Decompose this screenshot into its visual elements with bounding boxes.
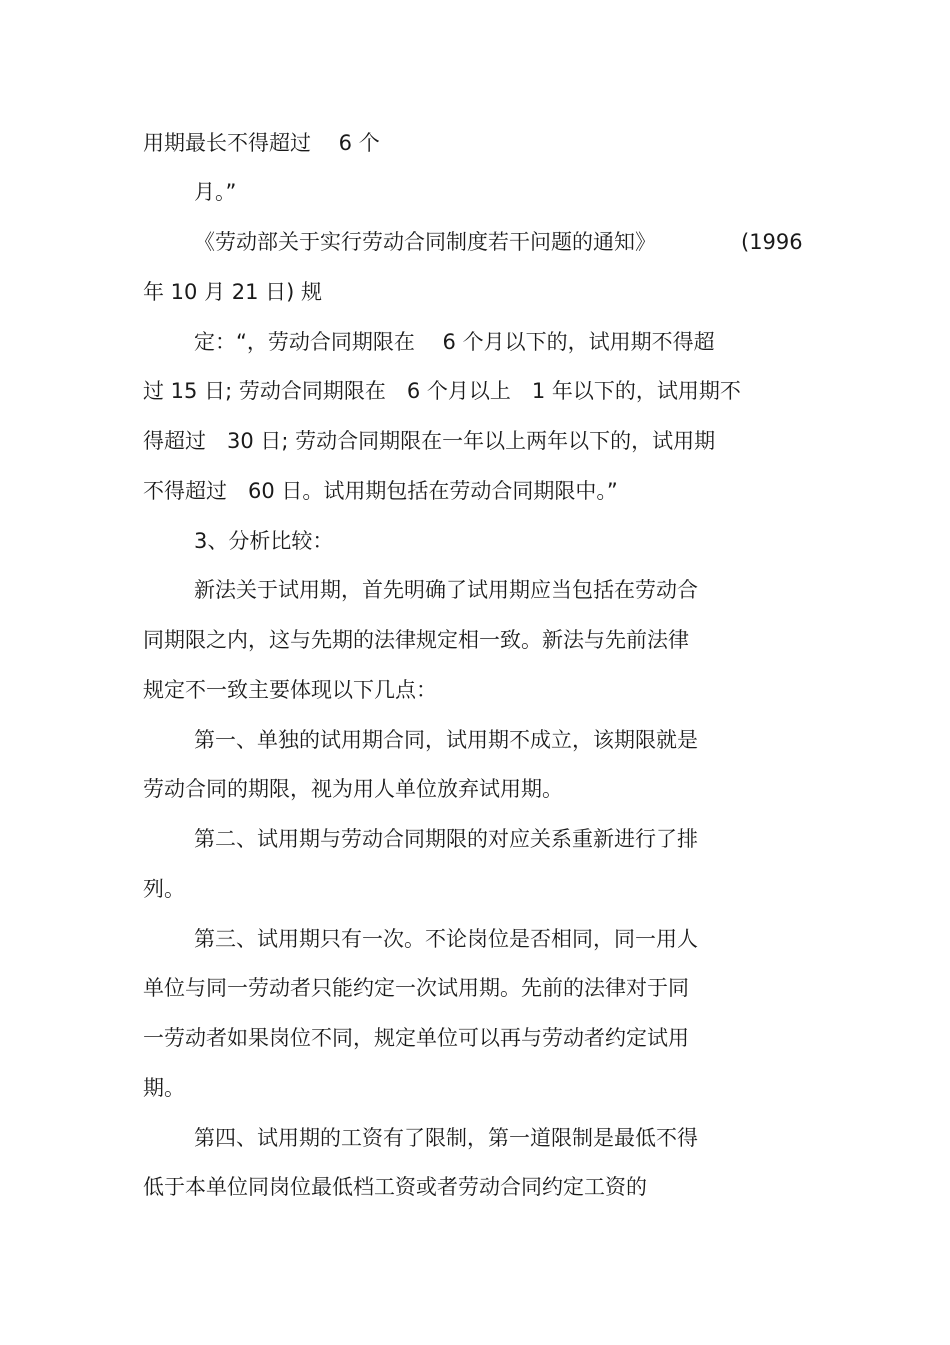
text-line: 《劳动部关于实行劳动合同制度若干问题的通知》 (194, 230, 656, 254)
text-line: 定：“，劳动合同期限在 6 个月以下的，试用期不得超 (194, 330, 715, 354)
text-line: 单位与同一劳动者只能约定一次试用期。先前的法律对于同 (143, 976, 689, 1000)
text-line: 同期限之内，这与先期的法律规定相一致。新法与先前法律 (143, 628, 689, 652)
text-line: 低于本单位同岗位最低档工资或者劳动合同约定工资的 (143, 1175, 647, 1199)
text-line: 用期最长不得超过 6 个 (143, 131, 380, 155)
text-line: 第二、试用期与劳动合同期限的对应关系重新进行了排 (194, 827, 698, 851)
text-line: 第四、试用期的工资有了限制，第一道限制是最低不得 (194, 1126, 698, 1150)
text-line: 规定不一致主要体现以下几点： (143, 678, 437, 702)
text-line: 第一、单独的试用期合同，试用期不成立，该期限就是 (194, 728, 698, 752)
section-heading: 3、分析比较： (194, 529, 334, 553)
text-line: 不得超过 60 日。试用期包括在劳动合同期限中。” (143, 479, 618, 503)
text-line: 年 10 月 21 日) 规 (143, 280, 323, 304)
text-line: 第三、试用期只有一次。不论岗位是否相同，同一用人 (194, 927, 698, 951)
text-line: (1996 (741, 230, 803, 254)
text-line: 劳动合同的期限，视为用人单位放弃试用期。 (143, 777, 563, 801)
text-line: 期。 (143, 1076, 185, 1100)
text-line: 新法关于试用期，首先明确了试用期应当包括在劳动合 (194, 578, 698, 602)
text-line: 一劳动者如果岗位不同，规定单位可以再与劳动者约定试用 (143, 1026, 689, 1050)
text-line: 月。” (194, 180, 237, 204)
text-line: 过 15 日; 劳动合同期限在 6 个月以上 1 年以下的，试用期不 (143, 379, 741, 403)
text-line: 得超过 30 日; 劳动合同期限在一年以上两年以下的，试用期 (143, 429, 716, 453)
text-line: 列。 (143, 877, 185, 901)
